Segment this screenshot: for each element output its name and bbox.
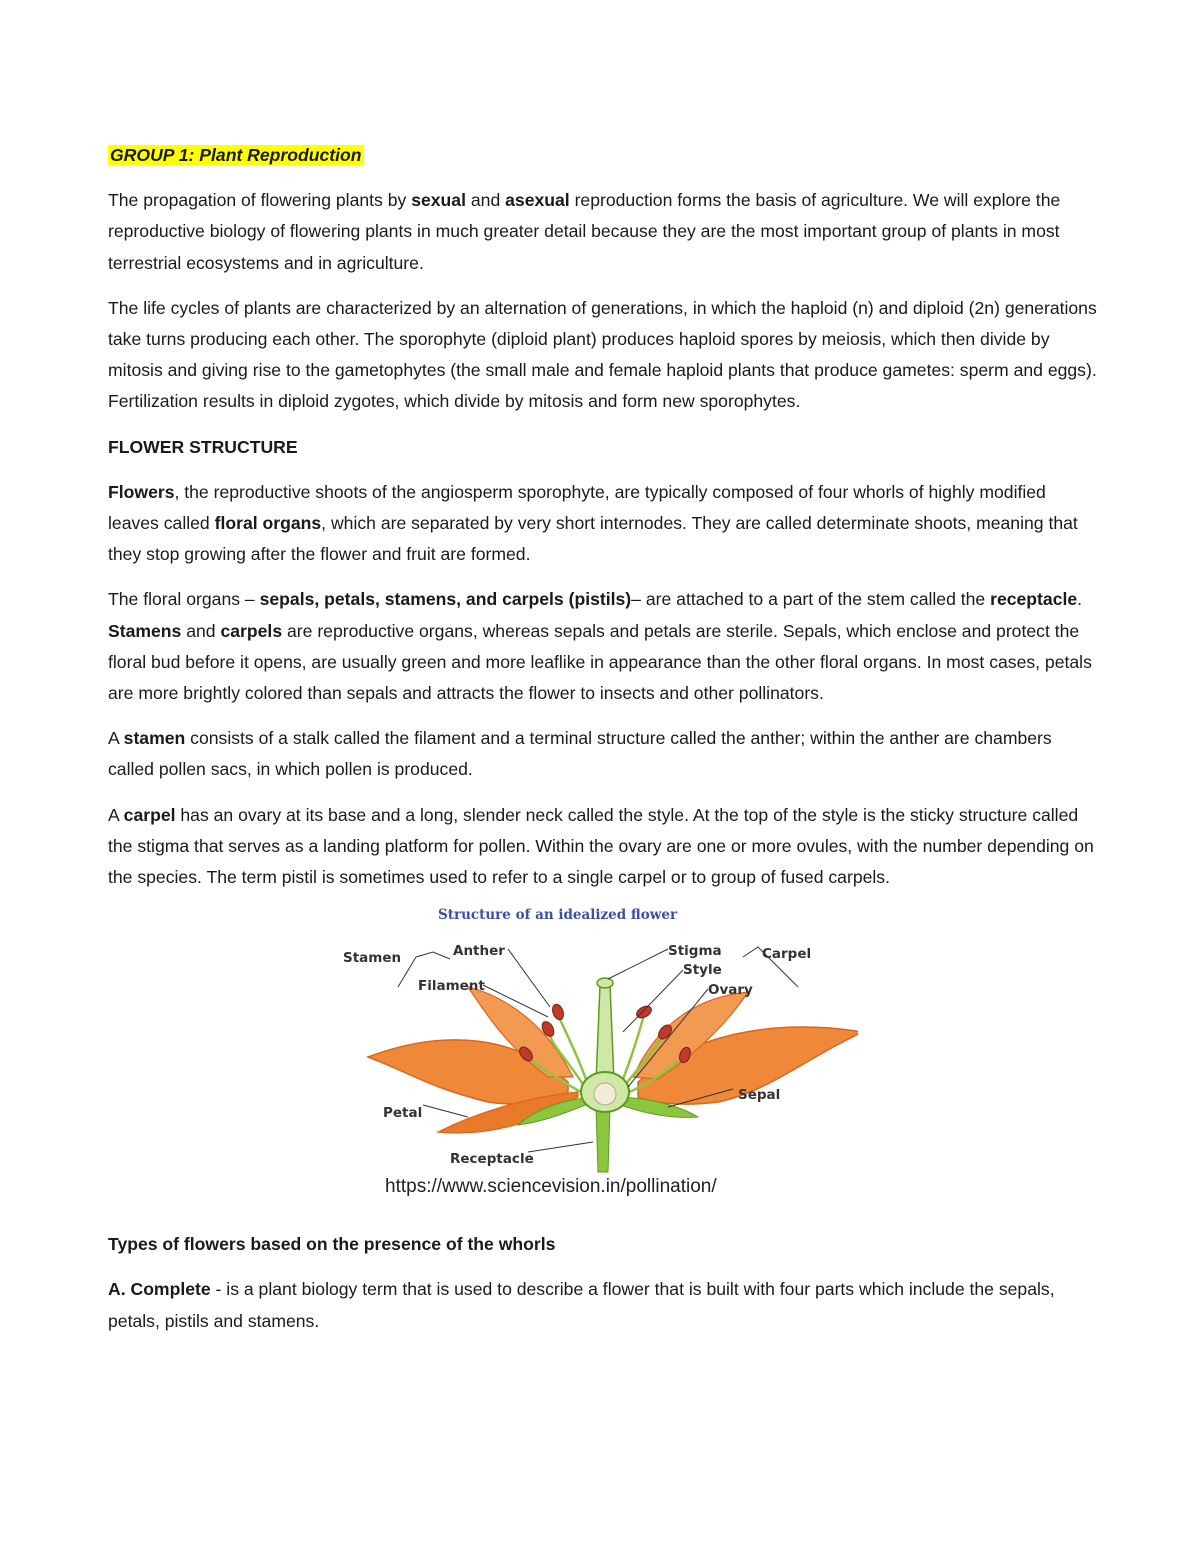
flower-paragraph-2: The floral organs – sepals, petals, stamens, and carpels (pistils)– are attached to a part of the stem called the receptacle. Stamens and carpels are reproductive organs, whereas sepals and petals are sterile. Sepals, which enclose and protect the floral bud before it opens, are usually green and more leaflike in appearance than the other floral organs. In most cases, petals are more brightly colored than sepals and attracts the flower to insects and other pollinators. [108,589,1092,704]
label-stamen: Stamen [343,950,402,967]
label-style: Style [683,962,722,979]
label-receptacle: Receptacle [450,1151,534,1168]
receptacle-leader [528,1142,593,1152]
style-shape [596,985,614,1082]
anther-leader [508,949,550,1007]
document-title: GROUP 1: Plant Reproduction [110,145,362,165]
section-heading-flower-structure: FLOWER STRUCTURE [108,436,298,457]
stem-shape [596,1107,610,1172]
intro-paragraph-2: The life cycles of plants are characterized by an alternation of generations, in which the haploid (n) and diploid (2n) generations take turns producing each other. The sporophyte (diploid plant) produces haploid spores by meiosis, which then divide by mitosis and giving rise to the gametophytes (the small male and female haploid plants that produce gametes: sperm and eggs). Fertilization results in diploid zygotes, which divide by mitosis and form new sporophytes. [108,297,1097,412]
flower-diagram-svg [338,907,858,1207]
label-ovary: Ovary [708,982,753,999]
intro-paragraph-1: The propagation of flowering plants by sexual and asexual reproduction forms the basis of agriculture. We will explore the reproductive biology of flowering plants in much greater detail because they are the most important group of plants in most terrestrial ecosystems and in agriculture. [108,190,1061,273]
label-stigma: Stigma [668,943,722,960]
ovule-shape [594,1083,616,1105]
label-petal: Petal [383,1105,423,1122]
stigma-leader [608,949,668,979]
flower-paragraph-3: A stamen consists of a stalk called the filament and a terminal structure called the anther; within the anther are chambers called pollen sacs, in which pollen is produced. [108,728,1052,780]
flower-paragraph-1: Flowers, the reproductive shoots of the angiosperm sporophyte, are typically composed of four whorls of highly modified leaves called floral organs, which are separated by very short internodes. They are called determinate shoots, meaning that they stop growing after the flower and fruit are formed. [108,481,1078,565]
stamen-bracket-top [416,952,450,959]
carpel-bracket-right [773,962,798,987]
label-carpel: Carpel [762,946,812,963]
section-heading-types: Types of flowers based on the presence of the whorls [108,1234,556,1255]
petal-leader [423,1105,468,1117]
anther-2 [551,1003,566,1021]
flower-paragraph-4: A carpel has an ovary at its base and a long, slender neck called the style. At the top of the style is the sticky structure called the stigma that serves as a landing platform for pollen. Within the ovary are one or more ovules, with the number depending on the species. The term pistil is sometimes used to refer to a single carpel or to group of fused carpels. [108,804,1094,888]
diagram-title: Structure of an idealized flower [438,907,678,924]
document-page [108,140,1098,1351]
label-anther: Anther [453,943,505,960]
stigma-shape [597,978,613,988]
label-filament: Filament [418,978,485,995]
flower-diagram [338,907,858,1207]
types-paragraph-a: A. Complete - is a plant biology term that is used to describe a flower that is built with four parts which include the sepals, petals, pistils and stamens. [108,1279,1055,1331]
label-sepal: Sepal [738,1087,781,1104]
figure-source-url: https://www.sciencevision.in/pollination/ [385,1176,717,1198]
